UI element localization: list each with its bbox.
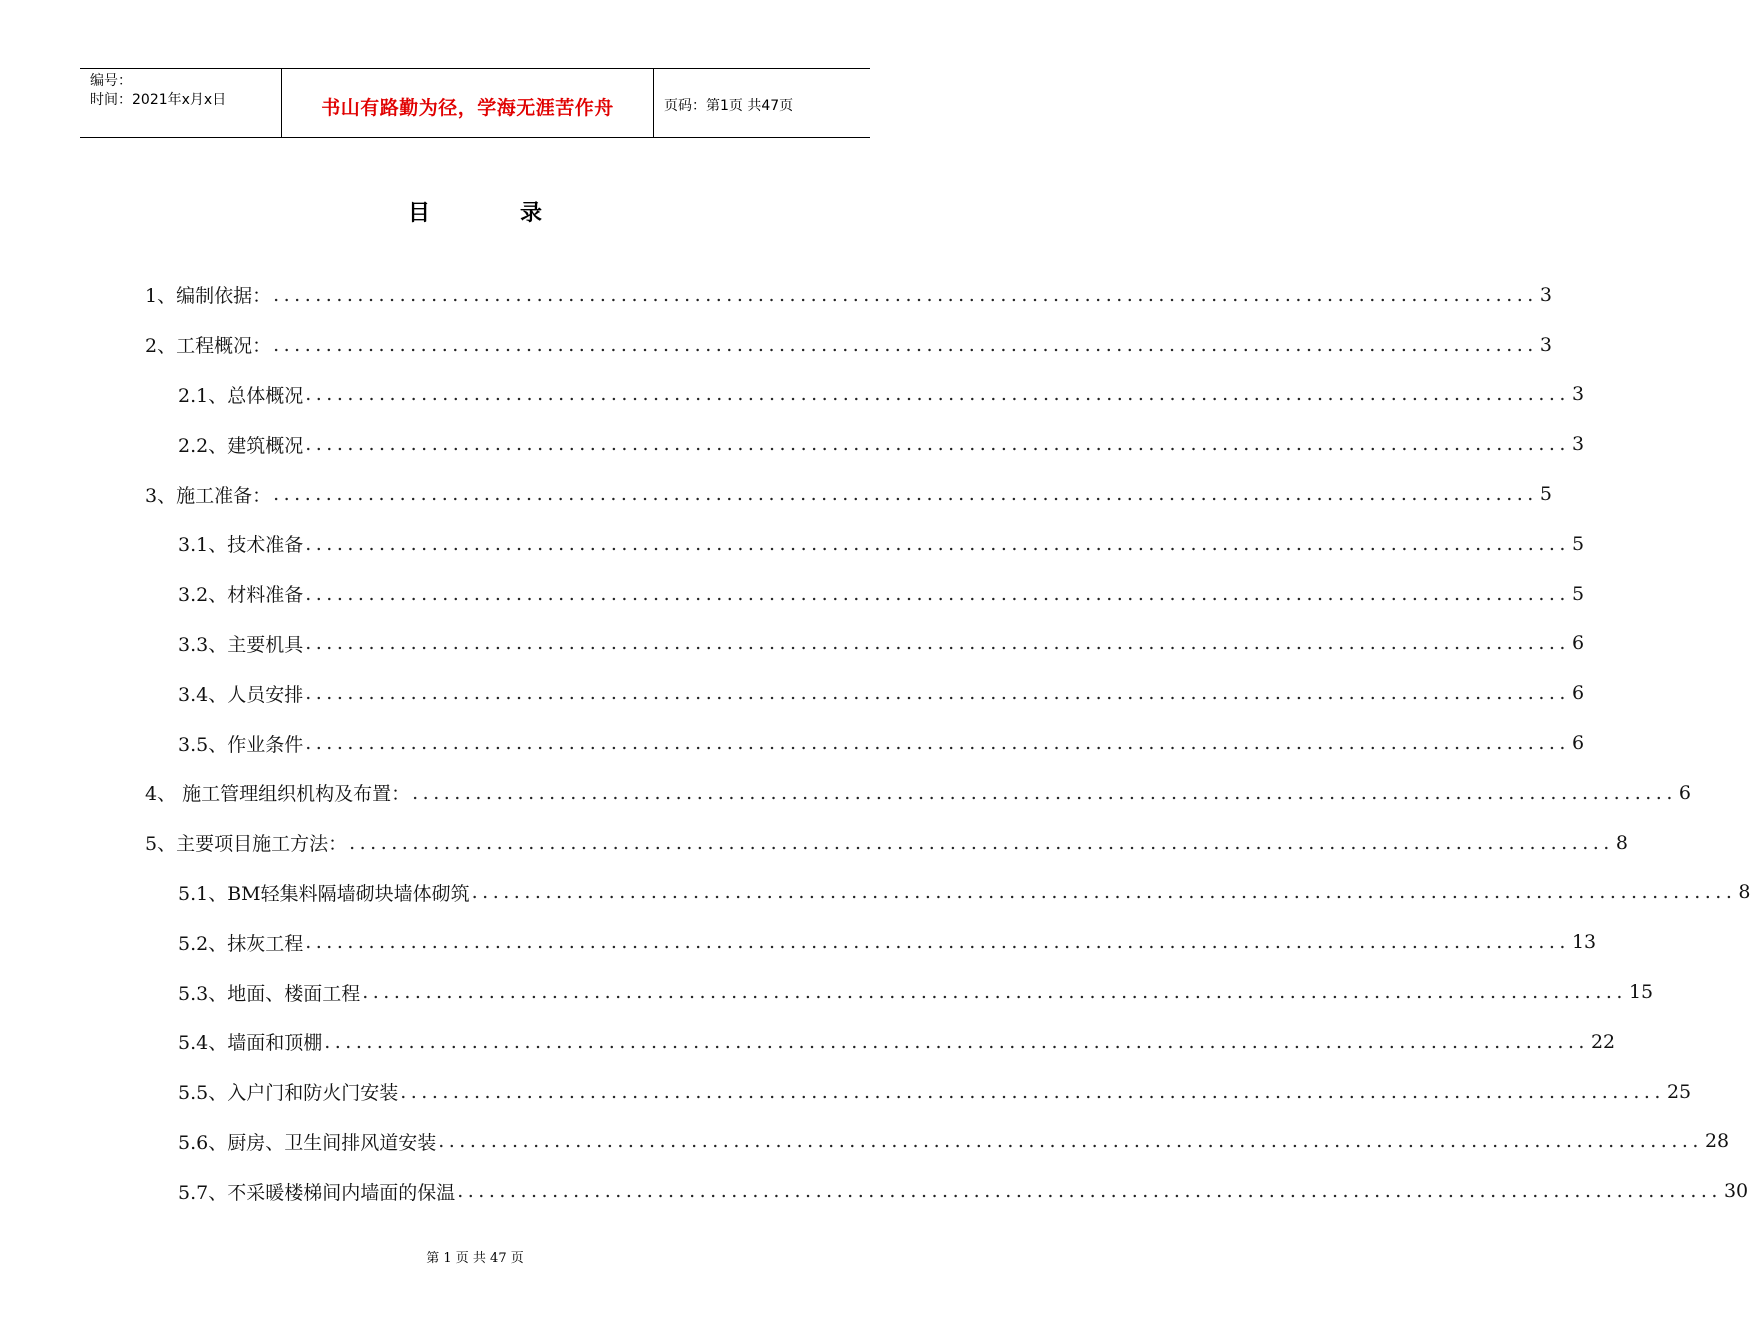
toc-dot-leader: ........................................................................................................................ bbox=[349, 831, 1614, 854]
toc-entry[interactable] bbox=[145, 1067, 1692, 1117]
toc-entry[interactable] bbox=[145, 519, 1585, 569]
page-title: 目录 bbox=[407, 200, 632, 226]
toc-entry-label: 2.1、总体概况 bbox=[178, 384, 304, 407]
toc-entry-page: 15 bbox=[1628, 981, 1654, 1004]
toc-entry-label: 1、编制依据： bbox=[145, 285, 272, 308]
toc-entry-page: 6 bbox=[1571, 682, 1585, 705]
toc-dot-leader: ........................................................................................................................ bbox=[305, 532, 1570, 555]
toc-dot-leader: ........................................................................................................................ bbox=[400, 1080, 1665, 1103]
toc-dot-leader: ........................................................................................................................ bbox=[305, 383, 1570, 406]
toc-entry-label: 3.3、主要机具 bbox=[178, 633, 304, 656]
toc-dot-leader: ........................................................................................................................ bbox=[438, 1130, 1703, 1153]
toc-entry[interactable] bbox=[145, 1017, 1616, 1067]
toc-entry-page: 3 bbox=[1539, 333, 1552, 356]
header-table bbox=[80, 68, 870, 138]
toc-entry[interactable] bbox=[145, 419, 1585, 469]
toc-entry-label: 4、 施工管理组织机构及布置： bbox=[145, 783, 411, 806]
toc-dot-leader: ........................................................................................................................ bbox=[305, 632, 1570, 655]
toc-entry-label: 3.5、作业条件 bbox=[178, 733, 304, 756]
toc-entry-label: 5、主要项目施工方法： bbox=[145, 833, 348, 856]
toc-dot-leader: ........................................................................................................................ bbox=[412, 781, 1677, 804]
toc-dot-leader: ........................................................................................................................ bbox=[273, 333, 1538, 356]
toc-dot-leader: ........................................................................................................................ bbox=[305, 582, 1570, 605]
toc-entry-page: 13 bbox=[1571, 931, 1597, 954]
toc-entry-page: 30 bbox=[1723, 1180, 1749, 1203]
toc-entry[interactable] bbox=[145, 768, 1691, 818]
toc-entry[interactable] bbox=[145, 370, 1585, 420]
toc-entry[interactable] bbox=[145, 1117, 1730, 1167]
toc-entry-page: 6 bbox=[1678, 781, 1691, 804]
toc-dot-leader: ........................................................................................................................ bbox=[305, 732, 1570, 755]
toc-entry-page: 6 bbox=[1571, 632, 1585, 655]
toc-dot-leader: ........................................................................................................................ bbox=[457, 1180, 1722, 1203]
toc-entry-label: 5.7、不采暖楼梯间内墙面的保温 bbox=[178, 1181, 456, 1204]
toc-entry[interactable] bbox=[145, 818, 1628, 868]
toc-dot-leader: ........................................................................................................................ bbox=[324, 1030, 1589, 1053]
page-footer: 第 1 页 共 47 页 bbox=[426, 1251, 524, 1266]
header-page-info: 页码：第1页 共47页 bbox=[664, 98, 794, 114]
toc-entry-label: 5.3、地面、楼面工程 bbox=[178, 982, 361, 1005]
toc-entry-label: 3.2、材料准备 bbox=[178, 584, 304, 607]
toc-entry-label: 5.2、抹灰工程 bbox=[178, 932, 304, 955]
toc-entry-label: 3、施工准备： bbox=[145, 484, 272, 507]
header-meta-cell bbox=[80, 69, 282, 137]
toc-entry-label: 2、工程概况： bbox=[145, 335, 272, 358]
toc-entry-page: 8 bbox=[1615, 831, 1628, 854]
toc-dot-leader: ........................................................................................................................ bbox=[305, 682, 1570, 705]
toc-entry[interactable] bbox=[145, 469, 1552, 519]
toc-entry-page: 22 bbox=[1590, 1030, 1616, 1053]
toc-dot-leader: ........................................................................................................................ bbox=[273, 283, 1538, 306]
toc-entry-page: 25 bbox=[1666, 1080, 1692, 1103]
toc-entry-page: 3 bbox=[1539, 283, 1552, 306]
toc-entry[interactable] bbox=[145, 868, 1750, 918]
toc-entry[interactable] bbox=[145, 569, 1585, 619]
table-of-contents bbox=[145, 270, 1750, 1216]
toc-entry-page: 6 bbox=[1571, 732, 1585, 755]
toc-entry-label: 5.4、墙面和顶棚 bbox=[178, 1032, 323, 1055]
toc-entry-page: 5 bbox=[1539, 483, 1552, 506]
toc-entry[interactable] bbox=[145, 320, 1552, 370]
document-date: 时间：2021年x月x日 bbox=[90, 92, 227, 108]
toc-entry-label: 5.1、BM轻集料隔墙砌块墙体砌筑 bbox=[178, 882, 470, 905]
toc-entry-label: 3.4、人员安排 bbox=[178, 683, 304, 706]
toc-entry-label: 2.2、建筑概况 bbox=[178, 434, 304, 457]
toc-entry-page: 8 bbox=[1738, 881, 1750, 904]
toc-dot-leader: ........................................................................................................................ bbox=[305, 433, 1570, 456]
toc-dot-leader: ........................................................................................................................ bbox=[362, 981, 1627, 1004]
document-number-label: 编号： bbox=[90, 73, 132, 89]
toc-dot-leader: ........................................................................................................................ bbox=[273, 483, 1538, 506]
toc-entry[interactable] bbox=[145, 1166, 1749, 1216]
header-motto: 书山有路勤为径，学海无涯苦作舟 bbox=[282, 69, 654, 137]
toc-entry[interactable] bbox=[145, 668, 1585, 718]
toc-entry-label: 5.6、厨房、卫生间排风道安装 bbox=[178, 1131, 437, 1154]
toc-entry[interactable] bbox=[145, 270, 1552, 320]
toc-entry-page: 5 bbox=[1571, 532, 1585, 555]
toc-entry[interactable] bbox=[145, 619, 1585, 669]
toc-dot-leader: ........................................................................................................................ bbox=[471, 881, 1737, 904]
toc-entry-page: 3 bbox=[1571, 383, 1585, 406]
toc-entry[interactable] bbox=[145, 967, 1654, 1017]
toc-entry-page: 5 bbox=[1571, 582, 1585, 605]
toc-entry-label: 5.5、入户门和防火门安装 bbox=[178, 1082, 399, 1105]
toc-entry[interactable] bbox=[145, 718, 1585, 768]
toc-entry[interactable] bbox=[145, 917, 1597, 967]
toc-entry-page: 3 bbox=[1571, 433, 1585, 456]
toc-entry-label: 3.1、技术准备 bbox=[178, 534, 304, 557]
toc-dot-leader: ........................................................................................................................ bbox=[305, 931, 1570, 954]
toc-entry-page: 28 bbox=[1704, 1130, 1730, 1153]
